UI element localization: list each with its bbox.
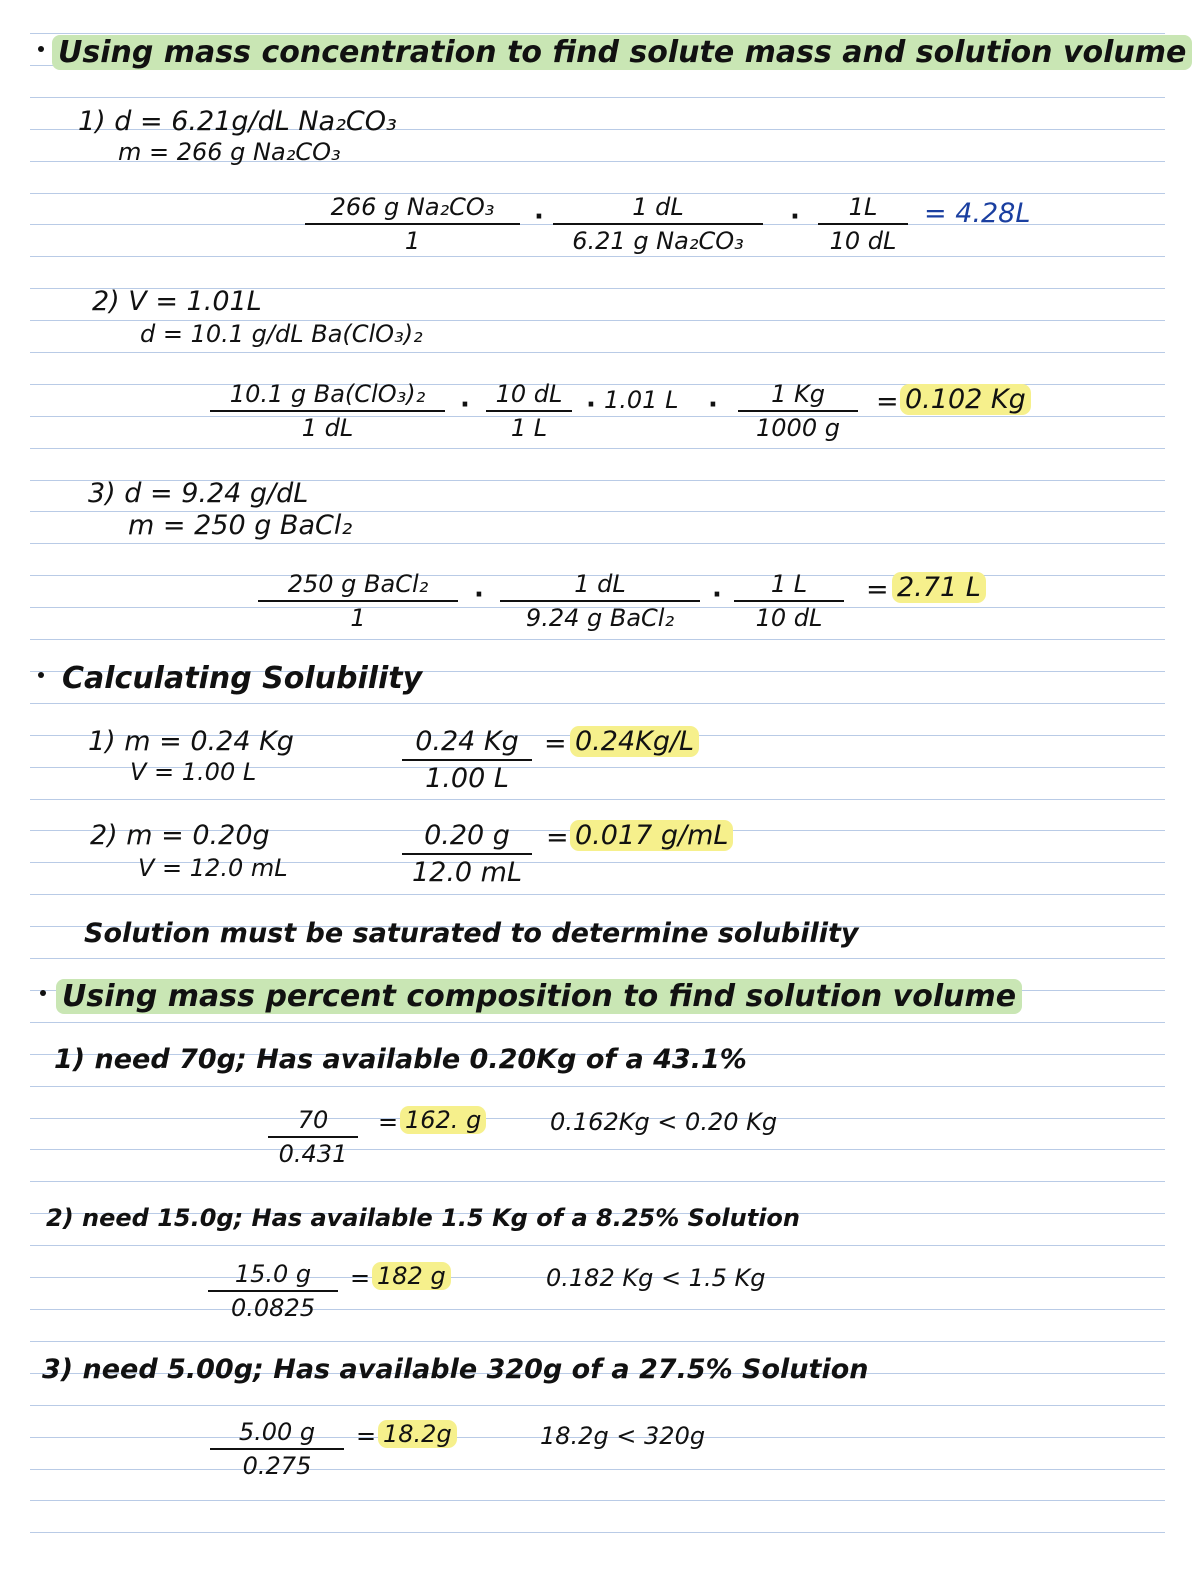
section-heading-solubility: Calculating Solubility (62, 661, 423, 696)
problem-2-density: d = 10.1 g/dL Ba(ClO₃)₂ (140, 320, 423, 348)
ruled-line (30, 543, 1165, 544)
ruled-line (30, 1181, 1165, 1182)
percent-1-statement: 1) need 70g; Has available 0.20Kg of a 43.1% (54, 1044, 747, 1075)
multiply-dot: · (460, 390, 470, 420)
bullet-dot (40, 990, 46, 996)
fraction: $\frac{10 dL}{1 L}$ (486, 382, 572, 440)
ruled-line (30, 703, 1165, 704)
ruled-line (30, 1086, 1165, 1087)
answer-4-28-l: = 4.28L (924, 198, 1031, 229)
answer-2-71-l: 2.71 L (892, 574, 986, 601)
fraction: 10.1 g Ba(ClO₃)₂ 1 dL (210, 382, 445, 440)
answer-0-102-kg: 0.102 Kg (900, 386, 1031, 413)
problem-1-density: 1) d = 6.21g/dL Na₂CO₃ (78, 106, 397, 137)
volume-factor: 1.01 L (604, 386, 679, 414)
ruled-line (30, 33, 1165, 34)
ruled-line (30, 1405, 1165, 1406)
equals-sign: = (866, 574, 889, 605)
ruled-line (30, 958, 1165, 959)
ruled-line (30, 352, 1165, 353)
problem-3-density: 3) d = 9.24 g/dL (88, 478, 309, 509)
ruled-line (30, 1309, 1165, 1310)
percent-2-statement: 2) need 15.0g; Has available 1.5 Kg of a 8.25% Solution (46, 1204, 801, 1232)
percent-2-comparison: 0.182 Kg < 1.5 Kg (546, 1264, 766, 1292)
answer-0-24-kg-per-l: 0.24Kg/L (570, 728, 699, 755)
fraction: $\frac{1 L}{10 dL}$ (734, 572, 844, 630)
section-heading-mass-percent: Using mass percent composition to find solution volume (56, 982, 1022, 1012)
ruled-line (30, 416, 1165, 417)
ruled-line (30, 256, 1165, 257)
fraction: $\frac{1 Kg}{1000 g}$ (738, 382, 858, 440)
percent-1-comparison: 0.162Kg < 0.20 Kg (550, 1108, 778, 1136)
equals-sign: = (356, 1422, 377, 1450)
fraction: $\frac{1 dL}{\text{6.21 g Na₂CO₃}}$ (553, 195, 763, 253)
fraction: $\frac{70}{0.431}$ (268, 1108, 358, 1166)
fraction: $\frac{1L}{10 dL}$ (818, 195, 908, 253)
equals-sign: = (546, 822, 569, 853)
solubility-2-mass: 2) m = 0.20g (90, 820, 270, 851)
equals-sign: = (378, 1108, 399, 1136)
multiply-dot: · (474, 580, 484, 610)
fraction: $\frac{5.00 g}{0.275}$ (210, 1420, 344, 1478)
bullet-dot (38, 46, 44, 52)
answer-182-g: 182 g (372, 1264, 451, 1288)
solubility-1-volume: V = 1.00 L (130, 758, 257, 786)
problem-3-mass: m = 250 g BaCl₂ (128, 510, 353, 541)
answer-0-017-g-per-ml: 0.017 g/mL (570, 822, 733, 849)
solubility-1-mass: 1) m = 0.24 Kg (88, 726, 294, 757)
multiply-dot: · (790, 202, 800, 232)
ruled-line (30, 1245, 1165, 1246)
ruled-line (30, 1469, 1165, 1470)
ruled-line (30, 448, 1165, 449)
percent-3-statement: 3) need 5.00g; Has available 320g of a 27.5% Solution (42, 1354, 869, 1385)
problem-2-volume: 2) V = 1.01L (92, 286, 262, 317)
ruled-line (30, 193, 1165, 194)
equals-sign: = (350, 1264, 371, 1292)
percent-3-comparison: 18.2g < 320g (540, 1422, 706, 1450)
fraction: $\frac{0.24 Kg}{1.00 L}$ (402, 728, 532, 792)
ruled-line (30, 1532, 1165, 1533)
fraction: 1 dL 9.24 g BaCl₂ (500, 572, 700, 630)
fraction: $\frac{15.0 g}{0.0825}$ (208, 1262, 338, 1320)
ruled-line (30, 1341, 1165, 1342)
section-heading-mass-concentration: Using mass concentration to find solute mass and solution volume (52, 38, 1192, 68)
fraction: $\frac{\text{266 g Na₂CO₃}}{1}$ (305, 195, 520, 253)
multiply-dot: · (708, 390, 718, 420)
multiply-dot: · (712, 580, 722, 610)
answer-162-g: 162. g (400, 1108, 486, 1132)
multiply-dot: · (586, 390, 596, 420)
fraction: 250 g BaCl₂ 1 (258, 572, 458, 630)
ruled-line (30, 894, 1165, 895)
ruled-line (30, 639, 1165, 640)
equals-sign: = (876, 386, 899, 417)
solubility-2-volume: V = 12.0 mL (138, 854, 288, 882)
bullet-dot (38, 672, 44, 678)
ruled-line (30, 1149, 1165, 1150)
ruled-line (30, 1022, 1165, 1023)
saturation-note: Solution must be saturated to determine solubility (84, 918, 859, 949)
fraction: $\frac{0.20 g}{12.0 mL}$ (402, 822, 532, 886)
answer-18-2-g: 18.2g (378, 1422, 457, 1446)
ruled-line (30, 97, 1165, 98)
ruled-line (30, 799, 1165, 800)
ruled-line (30, 1500, 1165, 1501)
equals-sign: = (544, 728, 567, 759)
problem-1-mass: m = 266 g Na₂CO₃ (118, 138, 341, 166)
multiply-dot: · (534, 202, 544, 232)
